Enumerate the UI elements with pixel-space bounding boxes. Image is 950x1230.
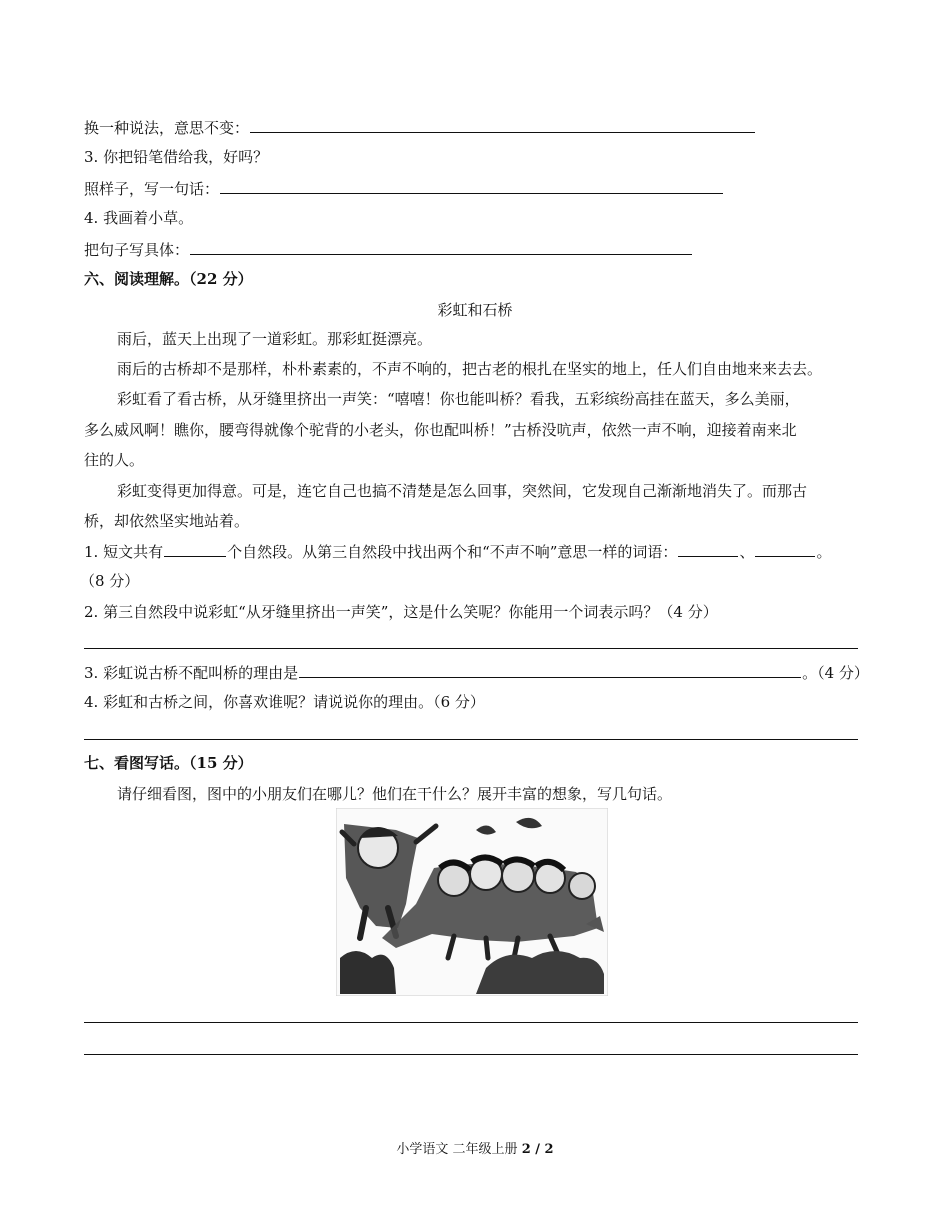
writing-answer-line-2[interactable] (84, 1054, 858, 1055)
expand-line (84, 239, 693, 260)
reading-question-4: 4. 彩虹和古桥之间，你喜欢谁呢？请说说你的理由。（6 分） (84, 693, 485, 711)
reading-question-3 (84, 662, 869, 683)
passage-paragraph-3-line-3: 往的人。 (84, 451, 145, 469)
section-6-heading: 六、阅读理解。（22 分） (84, 270, 253, 288)
q3-text: 3. 彩虹说古桥不配叫桥的理由是 (84, 664, 299, 682)
q1-separator: 、 (739, 543, 755, 561)
page-footer (0, 1141, 950, 1159)
passage-paragraph-3-line-2: 多么威风啊！瞧你，腰弯得就像个驼背的小老头，你也配叫桥！”古桥没吭声，依然一声不响，迎接着南来北 (84, 421, 797, 439)
imitate-answer-blank[interactable] (220, 178, 723, 194)
footer-subject: 小学语文 二年级上册 (396, 1142, 518, 1157)
passage-paragraph-4-line-2: 桥，却依然坚实地站着。 (84, 512, 250, 530)
passage-paragraph-4-line-1: 彩虹变得更加得意。可是，连它自己也搞不清楚是怎么回事，突然间，它发现自己渐渐地消失了。而那古 (117, 482, 808, 500)
q1-score: （8 分） (80, 572, 140, 590)
rewrite-answer-blank[interactable] (250, 117, 755, 133)
reason-blank[interactable] (299, 662, 801, 678)
expand-answer-blank[interactable] (190, 239, 692, 255)
writing-prompt: 请仔细看图，图中的小朋友们在哪儿？他们在干什么？展开丰富的想象，写几句话。 (117, 785, 673, 803)
q1-end: 。 (816, 543, 832, 561)
rewrite-line (84, 117, 756, 138)
passage-paragraph-2: 雨后的古桥却不是那样，朴朴素素的，不声不响的，把古老的根扎在坚实的地上，任人们自由地来来去去。 (117, 360, 823, 378)
writing-answer-line-1[interactable] (84, 1022, 858, 1023)
question-3: 3. 你把铅笔借给我，好吗？ (84, 148, 269, 166)
rewrite-label: 换一种说法，意思不变： (84, 119, 250, 137)
synonym-2-blank[interactable] (755, 541, 815, 557)
q4-answer-line[interactable] (84, 739, 858, 740)
passage-title: 彩虹和石桥 (437, 301, 513, 319)
reading-question-2: 2. 第三自然段中说彩虹“从牙缝里挤出一声笑”，这是什么笑呢？你能用一个词表示吗？（4 分） (84, 603, 718, 621)
passage-paragraph-1: 雨后，蓝天上出现了一道彩虹。那彩虹挺漂亮。 (117, 330, 433, 348)
reading-question-1 (84, 541, 831, 562)
imitate-label: 照样子，写一句话： (84, 180, 220, 198)
section-7-heading: 七、看图写话。（15 分） (84, 754, 253, 772)
q1-text-a: 1. 短文共有 (84, 543, 164, 561)
imitate-line (84, 178, 724, 199)
q2-answer-line[interactable] (84, 648, 858, 649)
synonym-1-blank[interactable] (678, 541, 738, 557)
question-4: 4. 我画着小草。 (84, 209, 194, 227)
paragraph-count-blank[interactable] (164, 541, 226, 557)
page-number: 2 / 2 (521, 1142, 554, 1157)
passage-paragraph-3-line-1: 彩虹看了看古桥，从牙缝里挤出一声笑：“嘻嘻！你也能叫桥？看我，五彩缤纷高挂在蓝天，多么美丽， (117, 390, 800, 408)
expand-label: 把句子写具体： (84, 241, 190, 259)
q1-text-b: 个自然段。从第三自然段中找出两个和“不声不响”意思一样的词语： (227, 543, 678, 561)
q3-score: 。（4 分） (802, 664, 869, 682)
children-playing-illustration (336, 808, 608, 996)
